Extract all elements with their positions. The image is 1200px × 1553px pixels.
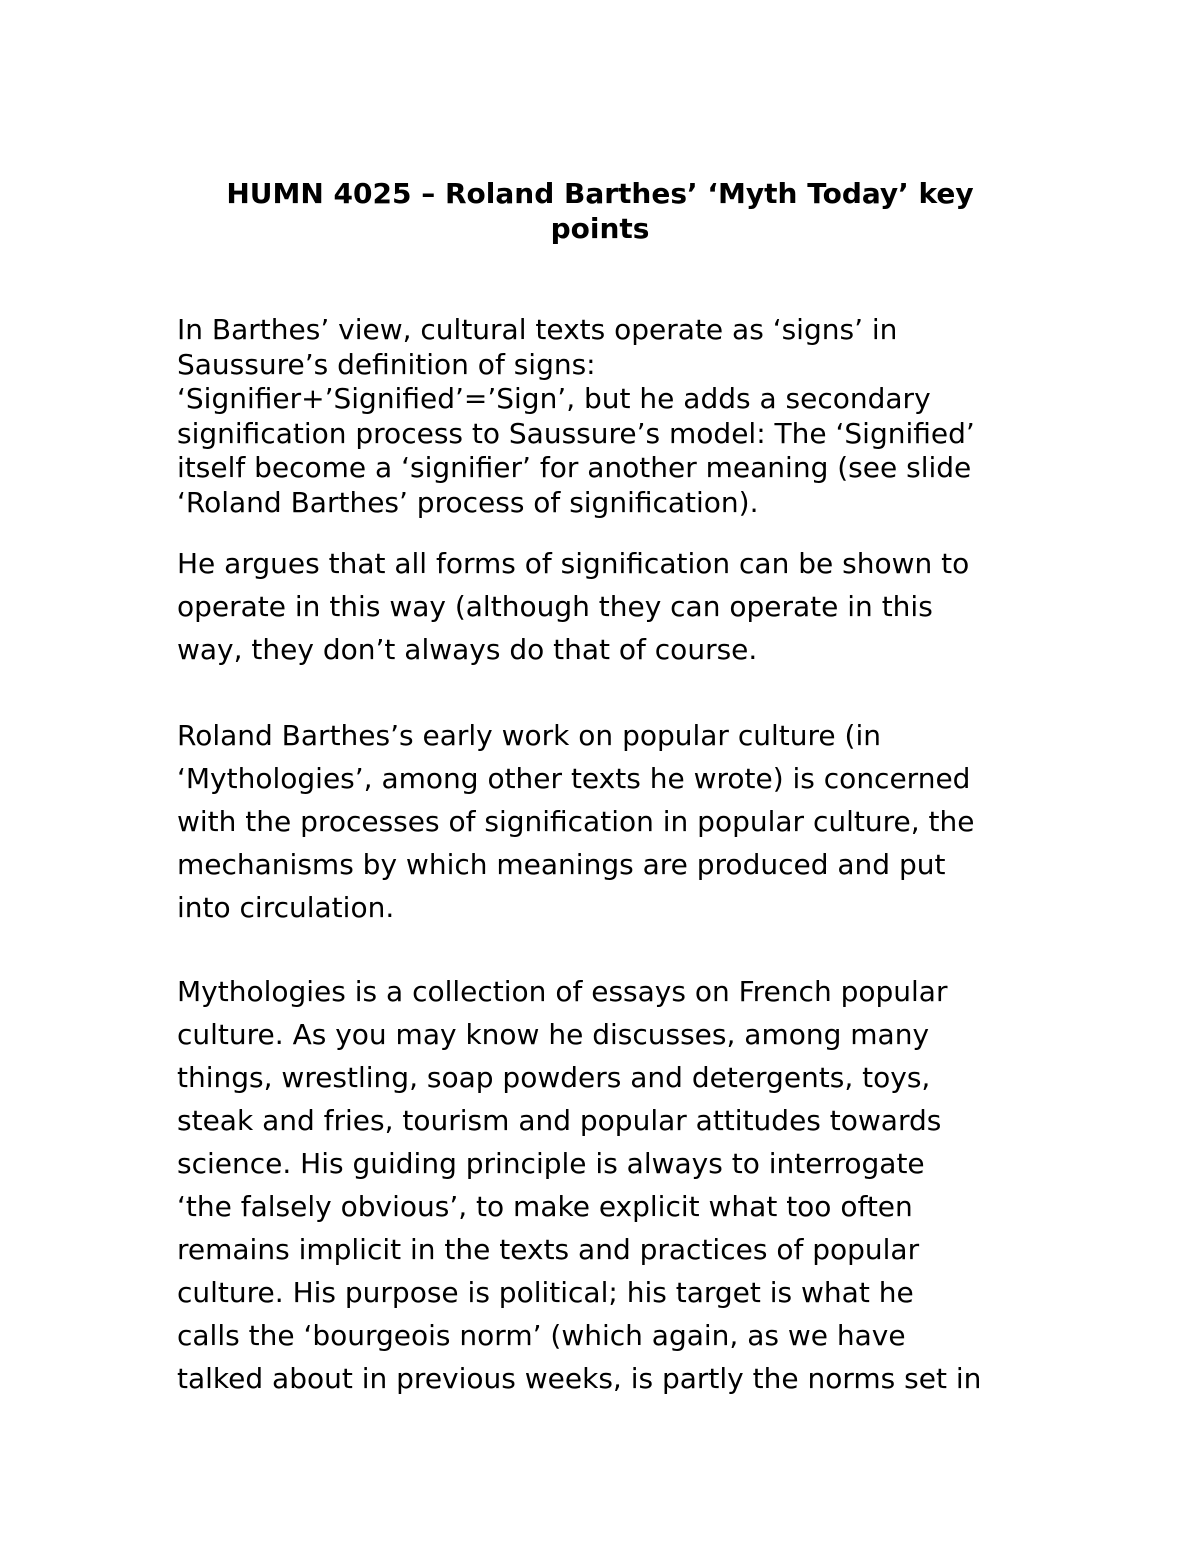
paragraph-line: way, they don’t always do that of course. bbox=[177, 633, 758, 666]
paragraph-line: things, wrestling, soap powders and detergents, toys, bbox=[177, 1061, 931, 1094]
paragraph-line: ‘Roland Barthes’ process of signification). bbox=[177, 485, 759, 519]
paragraph-mythologies bbox=[177, 970, 1057, 1400]
paragraph-line: into circulation. bbox=[177, 891, 395, 924]
document-title bbox=[160, 176, 1040, 246]
paragraph-line: talked about in previous weeks, is partly the norms set in bbox=[177, 1362, 982, 1395]
paragraph-line: In Barthes’ view, cultural texts operate as ‘signs’ in bbox=[177, 313, 898, 346]
paragraph-line: calls the ‘bourgeois norm’ (which again, as we have bbox=[177, 1319, 906, 1352]
paragraph-line: ‘the falsely obvious’, to make explicit what too often bbox=[177, 1190, 913, 1223]
paragraph-line: culture. His purpose is political; his target is what he bbox=[177, 1276, 914, 1309]
title-line: HUMN 4025 – Roland Barthes’ ‘Myth Today’ key bbox=[226, 177, 974, 210]
paragraph-line: steak and fries, tourism and popular attitudes towards bbox=[177, 1104, 942, 1137]
paragraph-line: remains implicit in the texts and practices of popular bbox=[177, 1233, 920, 1266]
paragraph-line: ‘Mythologies’, among other texts he wrote) is concerned bbox=[177, 762, 971, 795]
paragraph-line: Saussure’s definition of signs: bbox=[177, 347, 596, 381]
paragraph-line: Roland Barthes’s early work on popular culture (in bbox=[177, 719, 881, 752]
paragraph-line: He argues that all forms of signification can be shown to bbox=[177, 547, 970, 580]
paragraph-line: mechanisms by which meanings are produced and put bbox=[177, 848, 946, 881]
paragraph-line: Mythologies is a collection of essays on French popular bbox=[177, 975, 948, 1008]
paragraph-line: ‘Signifier+’Signified’=’Sign’, but he adds a secondary bbox=[177, 382, 931, 415]
paragraph-early-work bbox=[177, 714, 1057, 929]
paragraph-line: operate in this way (although they can operate in this bbox=[177, 590, 933, 623]
paragraph-line: signification process to Saussure’s model: The ‘Signified’ bbox=[177, 416, 975, 450]
paragraph-signs bbox=[177, 313, 1057, 520]
title-line: points bbox=[550, 212, 650, 245]
paragraph-line: itself become a ‘signifier’ for another meaning (see slide bbox=[177, 451, 972, 484]
paragraph-signification bbox=[177, 542, 1057, 671]
paragraph-line: culture. As you may know he discusses, among many bbox=[177, 1018, 930, 1051]
paragraph-line: with the processes of signification in popular culture, the bbox=[177, 805, 975, 838]
paragraph-line: science. His guiding principle is always to interrogate bbox=[177, 1147, 925, 1180]
